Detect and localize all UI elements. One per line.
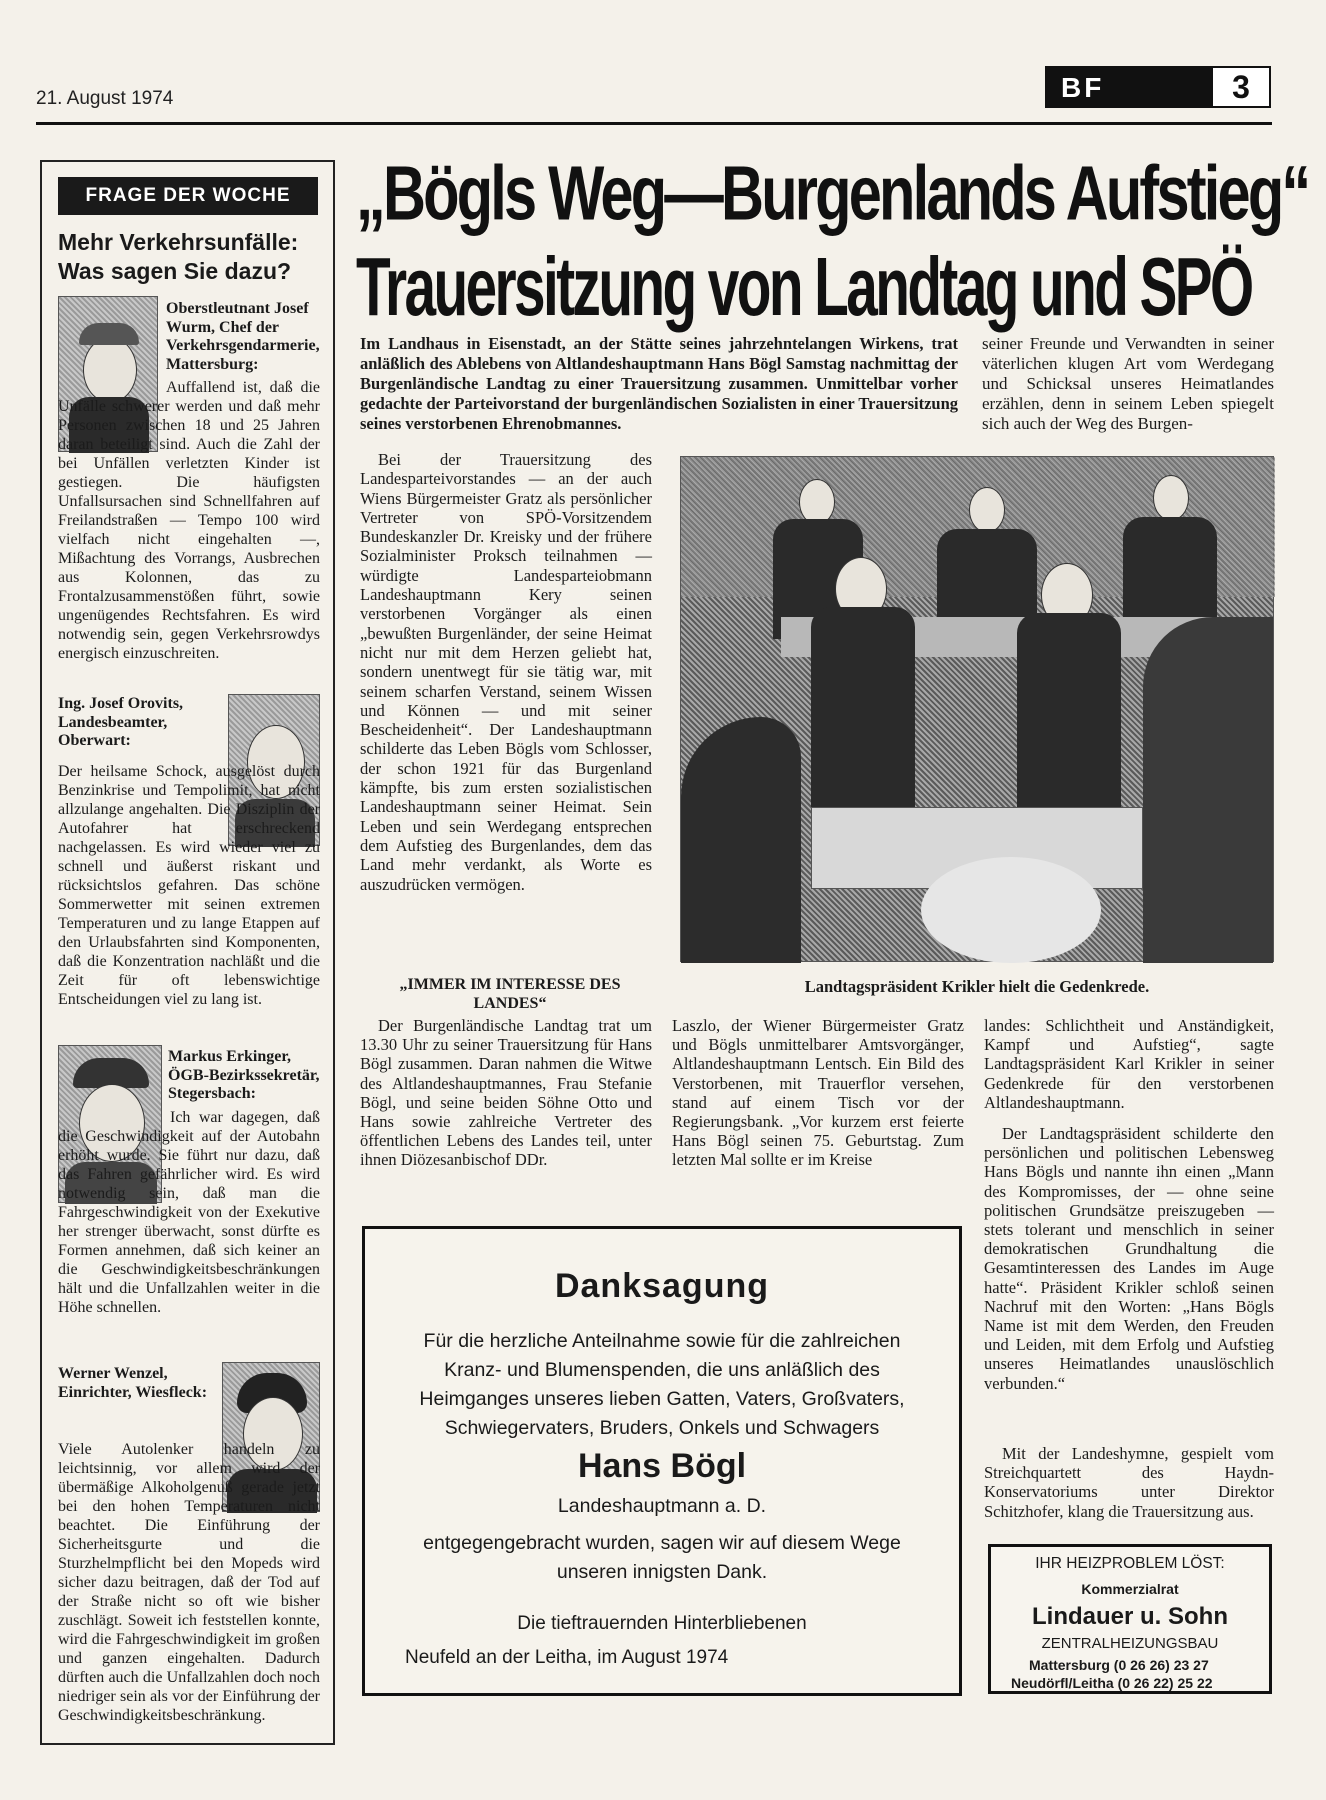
headline-2: Trauersitzung von Landtag und SPÖ (356, 240, 1252, 333)
article-col2: Laszlo, der Wiener Bürgermeister Gratz und Bögls unmittelbarer Amtsvorgänger, Altlandeshauptmann Lentsch. Ein Bild des Verstorbenen, mit Trauerflor versehen, stand auf einem Tisch vor der Regierungsbank. „Vor kurzem erst feierte Hans Bögl seinen 75. Geburtstag. Zum letzten Mal sollte er im Kreise (672, 1016, 964, 1170)
article-right-top: seiner Freunde und Verwandten in seiner väterlichen klugen Art vom Werdegang und Schicksal unseres Heimatlandes erzählen, denn in seinem Leben spiegelt sich auch der Weg des Burgen- (982, 334, 1274, 433)
ad-line-3: ZENTRALHEIZUNGSBAU (1041, 1635, 1219, 1652)
notice-place-date: Neufeld an der Leitha, im August 1974 (405, 1647, 729, 1668)
notice-text-2: entgegengebracht wurden, sagen wir auf diesem Wege unseren innigsten Dank. (423, 1532, 901, 1583)
ad-phone-1 (1029, 1657, 1209, 1673)
ad-line-2: Kommerzialrat (1081, 1581, 1179, 1597)
sidebar-banner: FRAGE DER WOCHE (58, 177, 318, 215)
article-lead: Im Landhaus in Eisenstadt, an der Stätte seines jahrzehntelangen Wirkens, trat anläßlich des Ablebens von Altlandeshauptmann Hans Bögl Samstag nachmittag der Burgenländische Landtag zu einer Trauersitzung zusammen. Unmittelbar vorher gedachte der Parteivorstand der burgenländischen Sozialisten in einer Trauersitzung seines verstorbenen Ehrenobmannes. (360, 334, 958, 433)
notice-title: Danksagung (554, 1267, 770, 1305)
photo-caption: Landtagspräsident Krikler hielt die Gedenkrede. (804, 977, 1150, 996)
notice-name: Hans Bögl (577, 1447, 747, 1485)
sidebar-answer-4: Viele Autolenker handeln zu leichtsinnig, vor allem wird der übermäßige Alkoholgenuß gerade jetzt bei den hohen Temperaturen nicht beachtet. Die Einführung der Sicherheitsgurte und die Sturzhelmpflicht bei den Mopeds wird sicher dazu beitragen, daß der Tod auf der Straße nicht so oft wie bisher zuschlägt. Soweit ich feststellen konnte, wird die Fahrgeschwindigkeit im großen und ganzen eingehalten. Dadurch dürften auch die Unfallzahlen doch noch niedriger sein als vor der Einführung der Geschwindigkeitsbeschränkung. (58, 1441, 320, 1724)
ad-company: Lindauer u. Sohn (1032, 1603, 1228, 1630)
notice-text-1: Für die herzliche Anteilnahme sowie für die zahlreichen Kranz- und Blumenspenden, die uns anläßlich des Heimganges unseres lieben Gatten, Vaters, Großvaters, Schwiegervaters, Bruders, Onkels und Schwagers (419, 1330, 905, 1439)
article-col3c: Mit der Landeshymne, gespielt vom Streichquartett des Haydn-Konservatoriums unter Direktor Schitzhofer, klang die Trauersitzung aus. (984, 1444, 1274, 1521)
issue-date: 21. August 1974 (36, 88, 174, 109)
obituary-notice (362, 1226, 962, 1696)
section-box (1045, 66, 1271, 108)
heating-ad (988, 1544, 1272, 1694)
sidebar-answer-1: Auffallend ist, daß die Unfälle schwerer werden und daß mehr Personen zwischen 18 und 25 Jahren daran beteiligt sind. Auch die Zahl der bei Unfällen verletzten Kinder ist gestiegen. Die häufigsten Unfallsursachen sind Schnellfahren auf Freilandstraßen — Tempo 100 wird vielfach nicht eingehalten —, Mißachtung des Vorrangs, Ausbrechen aus Kolonnen, das zu Frontalzusammenstößen führt, sowie ungenügendes Rechtsfahren. Es wird notwendig sein, gegen Verkehrsrowdys energisch einzuschreiten. (58, 379, 320, 662)
article-col1: Bei der Trauersitzung des Landesparteivorstandes — an der auch Wiens Bürgermeister Gratz als persönlicher Vertreter von SPÖ-Vorsitzendem Bundeskanzler Dr. Kreisky und der frühere Sozialminister Proksch teilnahmen — würdigte Landesparteiobmann Landeshauptmann Kery seinen verstorbenen Vorgänger als einen „bewußten Burgenländer, der seine Heimat nicht nur mit dem Herzen geliebt hat, sondern unentwegt für sie tätig war, mit seinem scharfen Verstand, seinem Wissen und Können — und mit seiner Bescheidenheit“. Der Landeshauptmann schilderte das Leben Bögls vom Schlosser, der schon 1921 für das Burgenland kämpfte, bis zum ersten sozialistischen Landeshauptmann seiner Heimat. Sein Leben und sein Werdegang entsprechen dem Aufstieg des Burgenlandes, dem das Land mehr verdankt, als Worte es auszudrücken vermögen. (360, 450, 652, 894)
ad-line-1: IHR HEIZPROBLEM LÖST: (1035, 1555, 1225, 1572)
article-col1b: Der Burgenländische Landtag trat um 13.30 Uhr zu seiner Trauersitzung für Hans Bögl zusammen. Daran nahmen die Witwe des Altlandeshauptmannes, Frau Stefanie Bögl, und seine beiden Söhne Otto und Hans sowie zahlreiche Vertreter des öffentlichen Lebens des Landes teil, unter ihnen Diözesanbischof DDr. (360, 1016, 652, 1170)
page-number: 3 (1211, 68, 1269, 106)
article-col3: landes: Schlichtheit und Anständigkeit, Kampf und Aufstieg“, sagte Landtagspräsident Karl Krikler in seiner Gedenkrede für den verstorbenen Altlandeshauptmann. (984, 1016, 1274, 1112)
article-subhead: „IMMER IM INTERESSE DES LANDES“ (399, 976, 621, 1012)
ad-phone-1-number: (0 26 26) 23 27 (1113, 1657, 1209, 1673)
sidebar-answer-4-name: Werner Wenzel, Einrichter, Wiesfleck: (58, 1365, 208, 1401)
notice-signoff: Die tieftrauernden Hinterbliebenen (517, 1613, 807, 1634)
sidebar-answer-1-name: Oberstleutnant Josef Wurm, Chef der Verkehrsgendarmerie, Mattersburg: (166, 300, 320, 373)
ad-phone-2-place: Neudörfl/Leitha (1011, 1675, 1114, 1691)
section-label: BF (1061, 72, 1105, 103)
session-photo (680, 456, 1274, 962)
ad-phone-1-place: Mattersburg (1029, 1657, 1110, 1673)
ad-phone-2 (1011, 1675, 1213, 1691)
headline-1: „Bögls Weg—Burgenlands Aufstieg“ (356, 150, 1309, 237)
header-rule (36, 122, 1272, 125)
ad-phone-2-number: (0 26 22) 25 22 (1117, 1675, 1213, 1691)
sidebar-answer-2: Der heilsame Schock, ausgelöst durch Benzinkrise und Tempolimit, hat nicht allzulange angehalten. Die Disziplin der Autofahrer hat erschreckend nachgelassen. Es wird wieder viel zu schnell und äußerst riskant und rücksichtslos gefahren. Das schöne Sommerwetter mit seinen extremen Temperaturen und zu lange Etappen auf den Urlaubsfahrten sind Komponenten, daß die Konzentration nachläßt und die Zeit für oft lebenswichtige Entscheidungen viel zu lang ist. (58, 763, 320, 1008)
article-col3b: Der Landtagspräsident schilderte den persönlichen und politischen Lebensweg Hans Bögls und nannte ihn einen „Mann des Kompromisses, der — ohne seine politischen Grundsätze preiszugeben — stets tolerant und menschlich in seiner demokratischen Grundhaltung die Gesamtinteressen des Landes im Auge hatte“. Präsident Krikler schloß seinen Nachruf mit den Worten: „Hans Bögls Name ist mit dem Werden, den Freuden und Leiden, mit dem Erfolg und Aufstieg unseres Heimatlandes unauslöschlich verbunden.“ (984, 1124, 1274, 1393)
sidebar-answer-3: Ich war dagegen, daß die Geschwindigkeit auf der Autobahn erhöht wurde. Sie führt nur dazu, daß das Fahren gefährlicher wird. Es wird notwendig sein, daß man die Fahrgeschwindigkeit von der Exekutive her strenger überwacht, sonst dürfte es Formen annehmen, daß sich keiner an die Geschwindigkeitsbeschränkungen hält und die Unfallzahlen weiter in die Höhe schnellen. (58, 1109, 320, 1316)
notice-role: Landeshauptmann a. D. (557, 1495, 767, 1517)
sidebar-headline: Mehr Verkehrsunfälle: Was sagen Sie dazu? (58, 229, 299, 284)
sidebar-answer-3-name: Markus Erkinger, ÖGB-Bezirkssekretär, Stegersbach: (168, 1048, 320, 1102)
sidebar-answer-2-name: Ing. Josef Orovits, Landesbeamter, Oberwart: (58, 695, 184, 749)
